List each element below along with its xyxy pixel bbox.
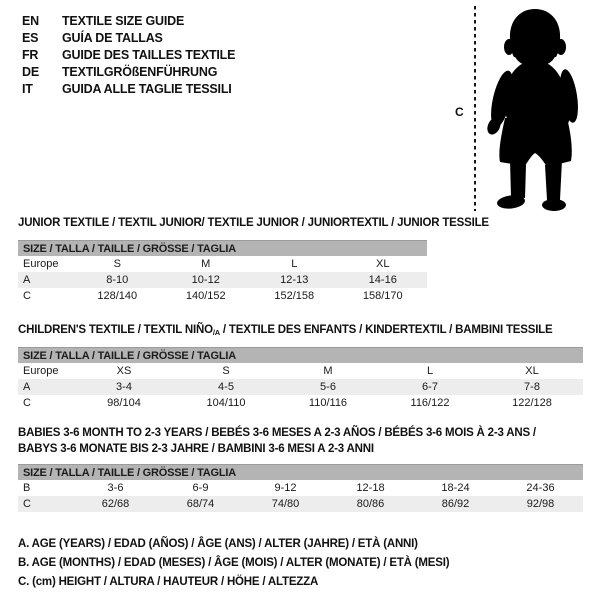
footnotes <box>18 535 449 592</box>
table-header-bar: SIZE / TALLA / TAILLE / GRÖSSE / TAGLIA <box>18 240 427 256</box>
table-cell: 110/116 <box>308 397 348 409</box>
table-cell: 3-6 <box>107 482 124 494</box>
children-size-table <box>18 347 583 411</box>
language-title-list <box>22 13 235 98</box>
table-cell: 122/128 <box>512 397 552 409</box>
language-code: ES <box>22 31 39 45</box>
table-cell: XL <box>525 365 539 377</box>
guide-title-text: GUÍA DE TALLAS <box>62 31 163 45</box>
table-header-bar: SIZE / TALLA / TAILLE / GRÖSSE / TAGLIA <box>18 347 583 363</box>
guide-title-text: GUIDE DES TAILLES TEXTILE <box>62 48 236 62</box>
table-row <box>18 496 583 512</box>
row-label: C <box>23 498 31 510</box>
row-label: A <box>23 381 31 393</box>
table-cell: 12-13 <box>280 274 309 286</box>
table-cell: XS <box>116 365 132 377</box>
table-cell: 10-12 <box>191 274 220 286</box>
table-cell: 9-12 <box>274 482 297 494</box>
table-cell: 98/104 <box>107 397 141 409</box>
table-row <box>18 379 583 395</box>
table-cell: M <box>323 365 333 377</box>
table-row <box>18 288 427 304</box>
row-label: C <box>23 397 31 409</box>
table-cell: 128/140 <box>97 290 138 302</box>
junior-section-title <box>18 216 489 232</box>
table-cell: 12-18 <box>356 482 385 494</box>
table-cell: 116/122 <box>410 397 450 409</box>
table-cell: 140/152 <box>185 290 226 302</box>
table-cell: 86/92 <box>441 498 470 510</box>
language-row <box>22 64 235 81</box>
guide-title-text: TEXTILGRÖßENFÜHRUNG <box>62 65 218 79</box>
footnote-age-years: A. AGE (YEARS) / EDAD (AÑOS) / ÂGE (ANS) / ALTER (JAHRE) / ETÀ (ANNI) <box>18 538 418 550</box>
language-row <box>22 47 235 64</box>
toddler-silhouette-icon <box>483 6 591 213</box>
footnote-height-cm: C. (cm) HEIGHT / ALTURA / HAUTEUR / HÖHE / ALTEZZA <box>18 576 319 588</box>
table-header-bar: SIZE / TALLA / TAILLE / GRÖSSE / TAGLIA <box>18 464 583 480</box>
table-cell: L <box>426 365 434 377</box>
footnote-age-months: B. AGE (MONTHS) / EDAD (MESES) / ÂGE (MOIS) / ALTER (MONATE) / ETÀ (MESI) <box>18 557 450 569</box>
table-cell: 14-16 <box>368 274 397 286</box>
title-text: BABIES 3-6 MONTH TO 2-3 YEARS / BEBÉS 3-6 MESES A 2-3 AÑOS / BÉBÉS 3-6 MOIS À 2-3 ANS / <box>18 427 536 439</box>
table-cell: 62/68 <box>101 498 130 510</box>
table-cell: S <box>113 258 121 270</box>
language-row <box>22 13 235 30</box>
title-text: / TEXTILE DES ENFANTS / KINDERTEXTIL / BAMBINI TESSILE <box>219 324 553 336</box>
guide-title-text: GUIDA ALLE TAGLIE TESSILI <box>62 82 232 96</box>
table-cell: 4-5 <box>218 381 234 393</box>
table-cell: 74/80 <box>271 498 300 510</box>
table-cell: 158/170 <box>362 290 403 302</box>
table-row <box>18 363 583 379</box>
table-cell: 6-7 <box>422 381 438 393</box>
junior-size-table <box>18 240 427 304</box>
table-cell: 6-9 <box>192 482 209 494</box>
table-cell: L <box>291 258 298 270</box>
table-cell: 8-10 <box>106 274 129 286</box>
row-label: B <box>23 482 31 494</box>
table-cell: 5-6 <box>320 381 336 393</box>
language-code: IT <box>22 82 33 96</box>
language-code: DE <box>22 65 39 79</box>
title-text: CHILDREN'S TEXTILE / TEXTIL NIÑO <box>18 324 213 336</box>
row-label: A <box>23 274 31 286</box>
language-row <box>22 81 235 98</box>
table-cell: 104/110 <box>206 397 246 409</box>
row-label: Europe <box>23 365 59 377</box>
table-cell: S <box>222 365 230 377</box>
table-cell: 68/74 <box>186 498 215 510</box>
table-row <box>18 480 583 496</box>
guide-title-text: TEXTILE SIZE GUIDE <box>62 14 185 28</box>
section-title-line <box>18 426 536 442</box>
table-row <box>18 256 427 272</box>
title-subscript-text: /A <box>212 328 220 337</box>
table-cell: 24-36 <box>526 482 555 494</box>
babies-size-table <box>18 464 583 512</box>
table-cell: 7-8 <box>524 381 540 393</box>
title-text: JUNIOR TEXTILE / TEXTIL JUNIOR/ TEXTILE JUNIOR / JUNIORTEXTIL / JUNIOR TESSILE <box>18 217 489 229</box>
section-title-line <box>18 323 552 341</box>
row-label: C <box>23 290 31 302</box>
row-label: Europe <box>23 258 59 270</box>
table-cell: M <box>201 258 211 270</box>
language-code: FR <box>22 48 39 62</box>
table-cell: XL <box>376 258 390 270</box>
height-measure-line <box>474 6 476 211</box>
table-cell: 3-4 <box>116 381 132 393</box>
table-row <box>18 272 427 288</box>
language-row <box>22 30 235 47</box>
children-section-title <box>18 323 552 341</box>
height-marker-label: C <box>455 105 464 119</box>
title-text: BABYS 3-6 MONATE BIS 2-3 JAHRE / BAMBINI 3-6 MESI A 2-3 ANNI <box>18 442 374 455</box>
table-cell: 92/98 <box>526 498 555 510</box>
babies-section-title <box>18 426 536 457</box>
table-cell: 80/86 <box>356 498 385 510</box>
table-cell: 152/158 <box>274 290 315 302</box>
table-row <box>18 395 583 411</box>
section-title-line <box>18 216 489 232</box>
language-code: EN <box>22 14 39 28</box>
table-cell: 18-24 <box>441 482 470 494</box>
section-title-line <box>18 442 536 458</box>
